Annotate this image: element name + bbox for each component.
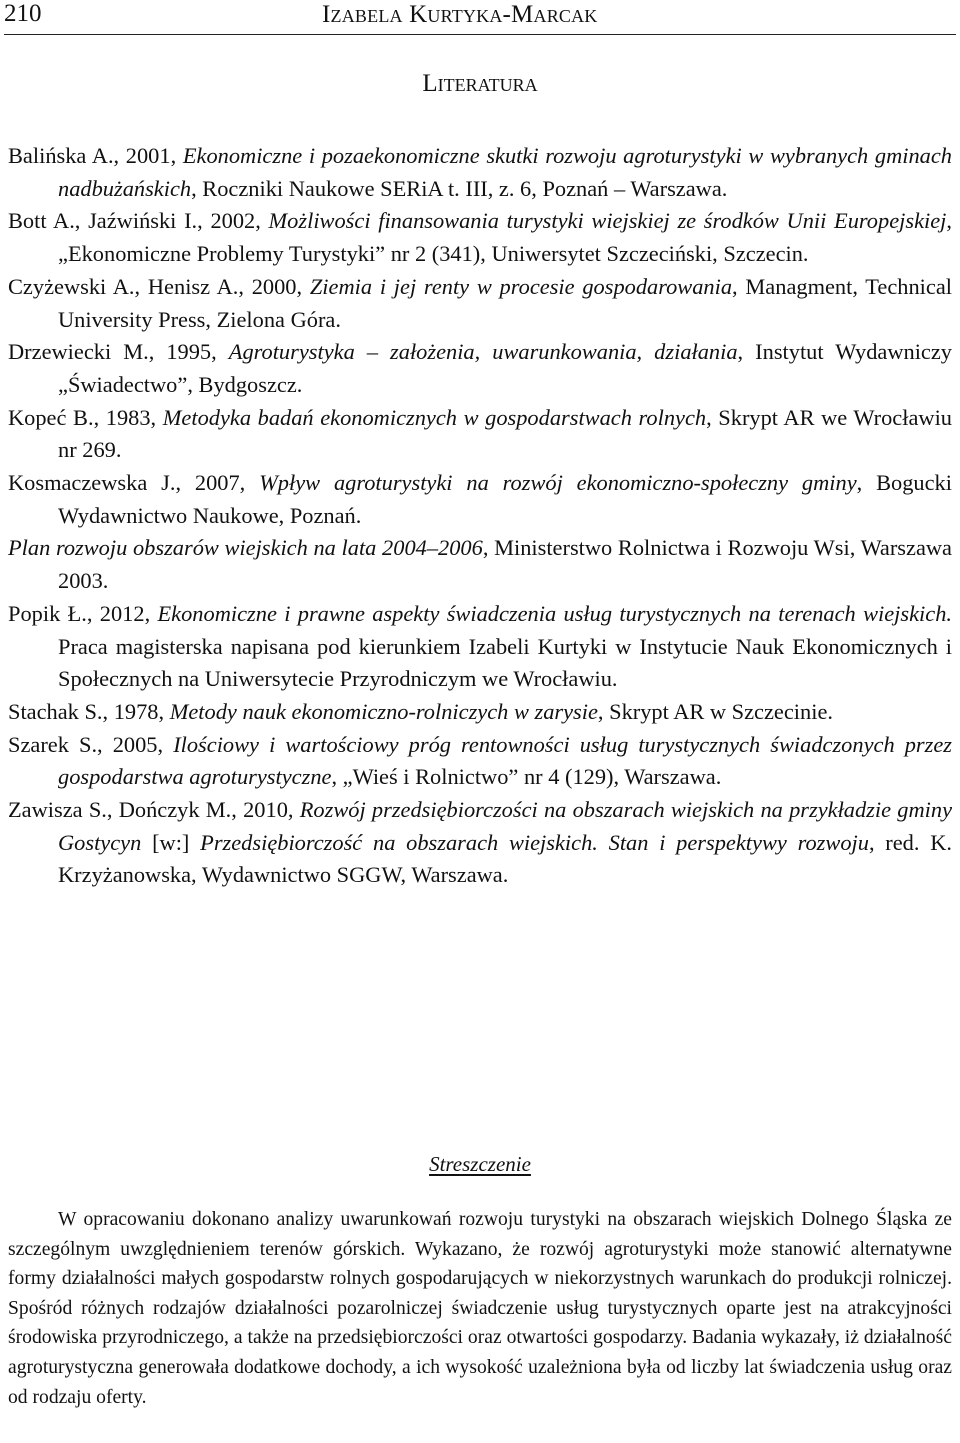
- reference-entry: Czyżewski A., Henisz A., 2000, Ziemia i jej renty w procesie gospodarowania, Managment, Technical University Press, Zielona Góra.: [8, 273, 952, 332]
- reference-title: Ilościowy i wartościowy próg rentowności usług turystycznych świadczonych przez gospodarstwa agroturystyczne: [58, 731, 952, 790]
- reference-title: Plan rozwoju obszarów wiejskich na lata 2004–2006: [8, 535, 483, 561]
- page-number: 210: [4, 0, 42, 27]
- reference-entry: Balińska A., 2001, Ekonomiczne i pozaekonomiczne skutki rozwoju agroturystyki w wybranych gminach nadbużańskich, Roczniki Naukowe SERiA t. III, z. 6, Poznań – Warszawa.: [8, 143, 952, 201]
- running-head: Izabela Kurtyka-Marcak: [322, 1, 598, 28]
- reference-entry: Kosmaczewska J., 2007, Wpływ agroturystyki na rozwój ekonomiczno-społeczny gminy, Bogucki Wydawnictwo Naukowe, Poznań.: [8, 470, 952, 528]
- reference-entry: Bott A., Jaźwiński I., 2002, Możliwości finansowania turystyki wiejskiej ze środków Unii Europejskiej, „Ekonomiczne Problemy Turystyki” nr 2 (341), Uniwersytet Szczeciński, Szczecin.: [8, 208, 952, 267]
- reference-title: Metody nauk ekonomiczno-rolniczych w zarysie: [169, 698, 598, 724]
- reference-title: Ekonomiczne i pozaekonomiczne skutki rozwoju agroturystyki w wybranych gminach nadbużańskich: [58, 143, 952, 201]
- reference-title: Rozwój przedsiębiorczości na obszarach wiejskich na przykładzie gminy Gostycyn: [58, 797, 953, 855]
- reference-entry: Stachak S., 1978, Metody nauk ekonomiczno-rolniczych w zarysie, Skrypt AR w Szczecinie.: [8, 698, 833, 724]
- reference-title: Wpływ agroturystyki na rozwój ekonomiczno-społeczny gminy: [259, 470, 857, 496]
- reference-entry: Kopeć B., 1983, Metodyka badań ekonomicznych w gospodarstwach rolnych, Skrypt AR we Wrocławiu nr 269.: [8, 404, 952, 463]
- reference-entry: Plan rozwoju obszarów wiejskich na lata 2004–2006, Ministerstwo Rolnictwa i Rozwoju Wsi, Warszawa 2003.: [8, 535, 952, 594]
- section-title: Literatura: [422, 70, 538, 97]
- reference-title: Możliwości finansowania turystyki wiejskiej ze środków Unii Europejskiej: [268, 208, 947, 234]
- reference-entry: Zawisza S., Dończyk M., 2010, Rozwój przedsiębiorczości na obszarach wiejskich na przykładzie gminy Gostycyn [w:] Przedsiębiorczość na obszarach wiejskich. Stan i perspektywy rozwoju, red. K. Krzyżanowska, Wydawnictwo SGGW, Warszawa.: [8, 797, 953, 888]
- reference-entry: Drzewiecki M., 1995, Agroturystyka – założenia, uwarunkowania, działania, Instytut Wydawniczy „Świadectwo”, Bydgoszcz.: [8, 339, 952, 397]
- reference-entry: Popik Ł., 2012, Ekonomiczne i prawne aspekty świadczenia usług turystycznych na terenach wiejskich. Praca magisterska napisana pod kierunkiem Izabeli Kurtyki w Instytucie Nauk Ekonomicznych i Społecznych na Uniwersytecie Przyrodniczym we Wrocławiu.: [8, 600, 952, 692]
- abstract-body: W opracowaniu dokonano analizy uwarunkowań rozwoju turystyki na obszarach wiejskich Dolnego Śląska ze szczególnym uwzględnieniem terenów górskich. Wykazano, że rozwój agroturystyki może stanowić alternatywne formy działalności małych gospodarstw rolnych gospodarujących w niekorzystnych warunkach do produkcji rolniczej. Spośród różnych rodzajów działalności pozarolniczej świadczenie usług turystycznych oparte jest na atrakcyjności środowiska przyrodniczego, a także na przedsiębiorczości oraz otwartości gospodarzy. Badania wykazały, iż działalność agroturystyczna generowała dodatkowe dochody, a ich wysokość uzależniona była od liczby lat świadczenia usług oraz od rodzaju oferty.: [8, 1209, 952, 1408]
- reference-title: Ekonomiczne i prawne aspekty świadczenia usług turystycznych na terenach wiejskich.: [157, 600, 952, 626]
- reference-title: Agroturystyka – założenia, uwarunkowania, działania: [228, 339, 738, 365]
- reference-list: [8, 140, 952, 892]
- reference-title: Metodyka badań ekonomicznych w gospodarstwach rolnych: [162, 404, 707, 430]
- abstract-title: Streszczenie: [429, 1152, 531, 1176]
- reference-book-title: Przedsiębiorczość na obszarach wiejskich. Stan i perspektywy rozwoju: [200, 829, 869, 855]
- page-header: [4, 0, 956, 35]
- reference-entry: Szarek S., 2005, Ilościowy i wartościowy próg rentowności usług turystycznych świadczonych przez gospodarstwa agroturystyczne, „Wieś i Rolnictwo” nr 4 (129), Warszawa.: [8, 731, 952, 790]
- reference-title: Ziemia i jej renty w procesie gospodarowania: [309, 273, 733, 299]
